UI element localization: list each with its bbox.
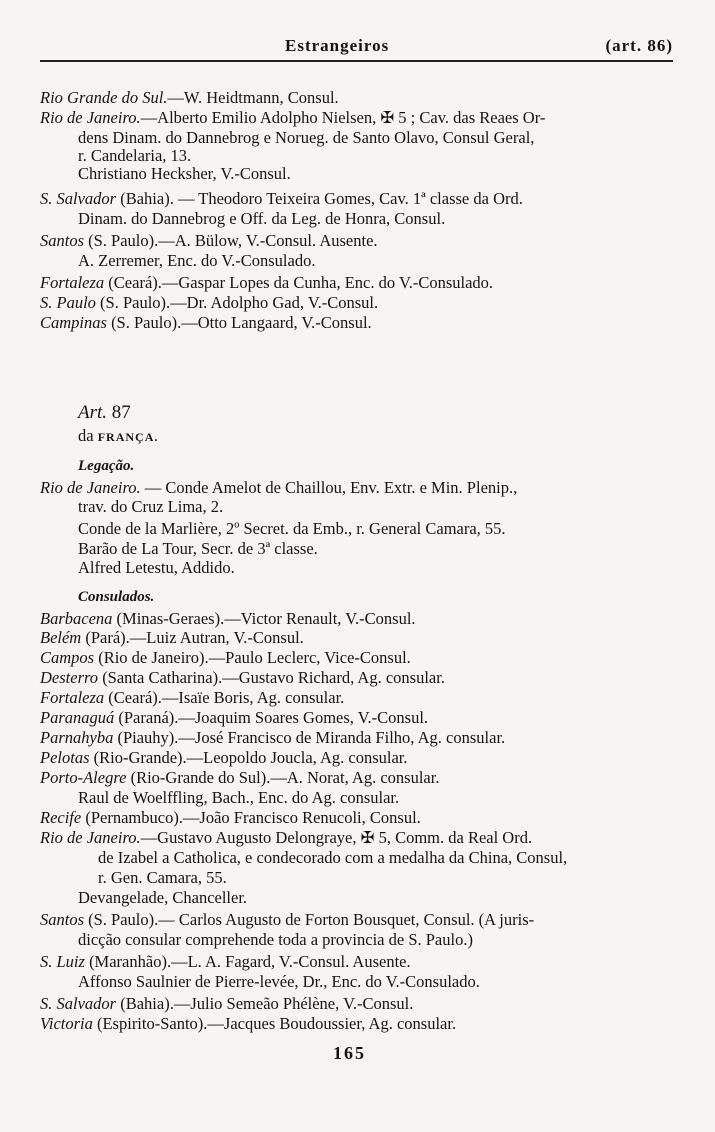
text-line: dicção consular comprehende toda a provincia de S. Paulo.) — [78, 930, 473, 949]
text-line: r. Candelaria, 13. — [78, 146, 192, 165]
text-line: trav. do Cruz Lima, 2. — [78, 497, 224, 516]
text-line: A. Zerremer, Enc. do V.-Consulado. — [78, 251, 316, 270]
text-line: Porto-Alegre (Rio-Grande do Sul).—A. Norat, Ag. consular. — [40, 768, 440, 787]
text-line: Pelotas (Rio-Grande).—Leopoldo Joucla, Ag. consular. — [40, 748, 408, 767]
text-line: Campinas (S. Paulo).—Otto Langaard, V.-Consul. — [40, 313, 372, 332]
text-line: S. Paulo (S. Paulo).—Dr. Adolpho Gad, V.-Consul. — [40, 293, 379, 312]
page-number: 165 — [333, 1043, 366, 1063]
running-title: Estrangeiros — [285, 36, 390, 55]
text-line: Rio Grande do Sul.—W. Heidtmann, Consul. — [40, 88, 339, 107]
text-line: Campos (Rio de Janeiro).—Paulo Leclerc, Vice-Consul. — [40, 648, 411, 667]
text-line: Santos (S. Paulo).—A. Bülow, V.-Consul. Ausente. — [40, 231, 378, 250]
text-line: Christiano Hecksher, V.-Consul. — [78, 164, 291, 183]
text-line: S. Luiz (Maranhão).—L. A. Fagard, V.-Consul. Ausente. — [40, 952, 411, 971]
text-line: Conde de la Marlière, 2º Secret. da Emb., r. General Camara, 55. — [78, 519, 506, 538]
text-line: Alfred Letestu, Addido. — [78, 558, 235, 577]
section-heading: Consulados. — [78, 589, 155, 605]
text-line: Parnahyba (Piauhy).—José Francisco de Miranda Filho, Ag. consular. — [40, 728, 506, 747]
text-line: Santos (S. Paulo).— Carlos Augusto de Forton Bousquet, Consul. (A juris- — [40, 910, 535, 929]
text-line: S. Salvador (Bahia).—Julio Semeão Phélène, V.-Consul. — [40, 994, 414, 1013]
text-line: Rio de Janeiro.—Alberto Emilio Adolpho Nielsen, ✠ 5 ; Cav. das Reaes Or- — [40, 108, 546, 127]
text-line: Barbacena (Minas-Geraes).—Victor Renault, V.-Consul. — [40, 609, 416, 628]
text-line: Barão de La Tour, Secr. de 3ª classe. — [78, 539, 318, 558]
text-line: Dinam. do Dannebrog e Off. da Leg. de Honra, Consul. — [78, 209, 446, 228]
text-line: Devangelade, Chanceller. — [78, 888, 248, 907]
article-heading: Art. 87 — [78, 402, 131, 423]
header-rule — [40, 60, 673, 62]
article-reference: (art. 86) — [605, 36, 673, 55]
text-line: Fortaleza (Ceará).—Isaïe Boris, Ag. consular. — [40, 688, 345, 707]
text-line: Rio de Janeiro.—Gustavo Augusto Delongraye, ✠ 5, Comm. da Real Ord. — [40, 828, 533, 847]
text-line: Paranaguá (Paraná).—Joaquim Soares Gomes, V.-Consul. — [40, 708, 429, 727]
text-line: Recife (Pernambuco).—João Francisco Renucoli, Consul. — [40, 808, 421, 827]
text-line: Desterro (Santa Catharina).—Gustavo Richard, Ag. consular. — [40, 668, 445, 687]
country-heading: da FRANÇA. — [78, 426, 159, 445]
text-line: Fortaleza (Ceará).—Gaspar Lopes da Cunha, Enc. do V.-Consulado. — [40, 273, 494, 292]
text-line: Affonso Saulnier de Pierre-levée, Dr., Enc. do V.-Consulado. — [78, 972, 480, 991]
text-line: Belém (Pará).—Luiz Autran, V.-Consul. — [40, 628, 304, 647]
text-line: de Izabel a Catholica, e condecorado com a medalha da China, Consul, — [98, 848, 568, 867]
text-line: r. Gen. Camara, 55. — [98, 868, 227, 887]
section-heading: Legação. — [78, 458, 135, 474]
text-line: Rio de Janeiro. — Conde Amelot de Chaillou, Env. Extr. e Min. Plenip., — [40, 478, 518, 497]
text-line: S. Salvador (Bahia). — Theodoro Teixeira Gomes, Cav. 1ª classe da Ord. — [40, 189, 523, 208]
text-line: dens Dinam. do Dannebrog e Norueg. de Santo Olavo, Consul Geral, — [78, 128, 535, 147]
text-line: Raul de Woelffling, Bach., Enc. do Ag. consular. — [78, 788, 400, 807]
page-header — [40, 32, 673, 62]
text-line: Victoria (Espirito-Santo).—Jacques Boudoussier, Ag. consular. — [40, 1014, 457, 1033]
